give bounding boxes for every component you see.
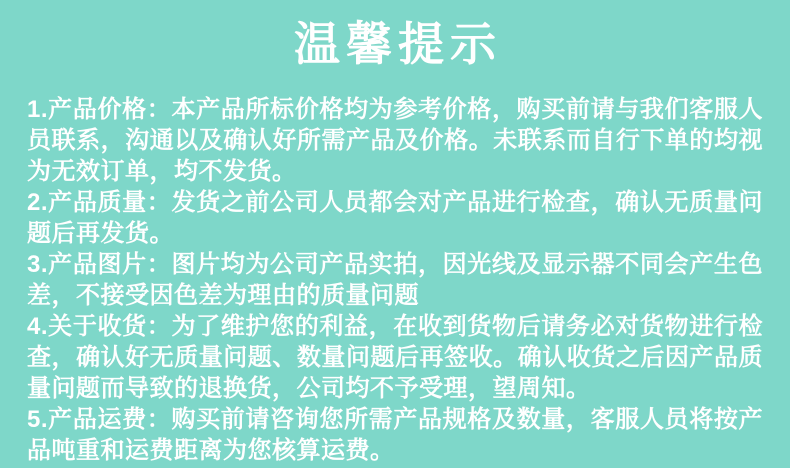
- notice-item-receiving: 4.关于收货：为了维护您的利益，在收到货物后请务必对货物进行检查，确认好无质量问题、数量问题后再签收。确认收货之后因产品质量问题而导致的退换货，公司均不予受理，望周知。: [27, 313, 763, 402]
- notice-list: [0, 94, 790, 466]
- notice-item-price: 1.产品价格：本产品所标价格均为参考价格，购买前请与我们客服人员联系，沟通以及确认好所需产品及价格。未联系而自行下单的均视为无效订单，均不发货。: [27, 96, 763, 185]
- notice-item-quality: 2.产品质量：发货之前公司人员都会对产品进行检查，确认无质量问题后再发货。: [27, 189, 763, 247]
- notice-item-shipping: 5.产品运费：购买前请咨询您所需产品规格及数量，客服人员将按产品吨重和运费距离为您核算运费。: [27, 406, 763, 464]
- notice-item-photos: 3.产品图片：图片均为公司产品实拍，因光线及显示器不同会产生色差，不接受因色差为理由的质量问题: [27, 251, 763, 309]
- page-title: 温馨提示: [294, 18, 502, 70]
